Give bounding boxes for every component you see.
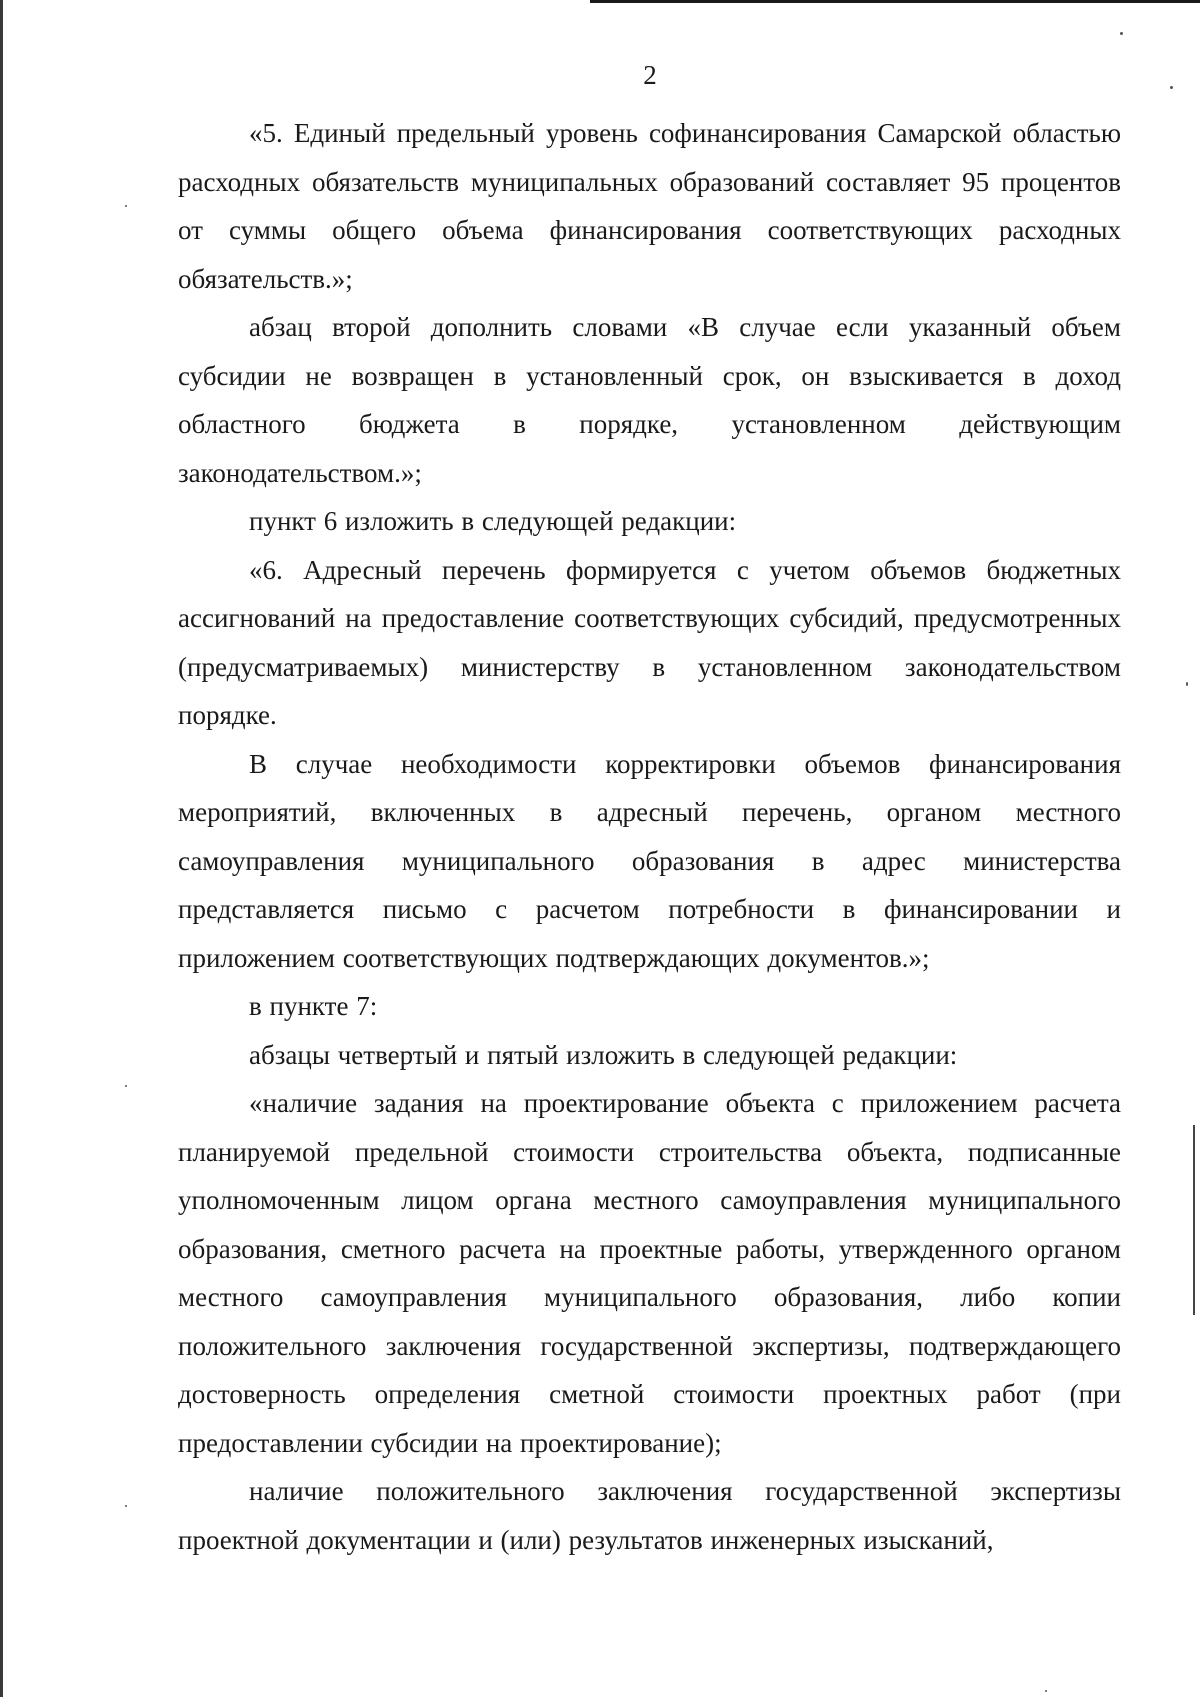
paragraph: «6. Адресный перечень формируется с учетом объемов бюджетных ассигнований на предоставление соответствующих субсидий, предусмотренных (предусматриваемых) министерству в установленном законодательством порядке. (178, 554, 1121, 730)
paragraph: «наличие задания на проектирование объекта с приложением расчета планируемой предельной стоимости строительства объекта, подписанные уполномоченным лицом органа местного самоуправления муниципального образования, сметного расчета на проектные работы, утвержденного органом местного самоуправления муниципального образования, либо копии положительного заключения государственной экспертизы, подтверждающего достоверность определения сметной стоимости проектных работ (при предоставлении субсидии на проектирование); (178, 1088, 1121, 1458)
paragraph: в пункте 7: (249, 991, 378, 1021)
paragraph: наличие положительного заключения государственной экспертизы проектной документации и (или) результатов инженерных изысканий, (178, 1476, 1121, 1555)
paragraph: В случае необходимости корректировки объемов финансирования мероприятий, включенных в адресный перечень, органом местного самоуправления муниципального образования в адрес министерства представляется письмо с расчетом потребности в финансировании и приложением соответствующих подтверждающих документов.»; (178, 748, 1121, 973)
paragraph: абзац второй дополнить словами «В случае если указанный объем субсидии не возвращен в установленный срок, он взыскивается в доход областного бюджета в порядке, установленном действующим законодательством.»; (178, 312, 1121, 488)
page-number: 2 (643, 60, 657, 90)
scan-speck (1186, 682, 1188, 686)
paragraph: пункт 6 изложить в следующей редакции: (249, 506, 737, 536)
paragraph: абзацы четвертый и пятый изложить в следующей редакции: (249, 1039, 958, 1070)
scan-edge-left (0, 0, 3, 1697)
scan-speck (125, 1505, 127, 1507)
paragraph: «5. Единый предельный уровень софинансирования Самарской областью расходных обязательств муниципальных образований составляет 95 процентов от суммы общего объема финансирования соответствующих расходных обязательств.»; (178, 118, 1121, 294)
scan-speck (125, 1085, 127, 1087)
scan-speck (125, 205, 127, 207)
scan-edge-top (590, 0, 1200, 3)
scan-speck (1120, 32, 1123, 35)
document-body (178, 109, 1121, 1564)
scan-speck (1045, 1690, 1047, 1692)
scan-edge-right (1193, 1125, 1195, 1315)
